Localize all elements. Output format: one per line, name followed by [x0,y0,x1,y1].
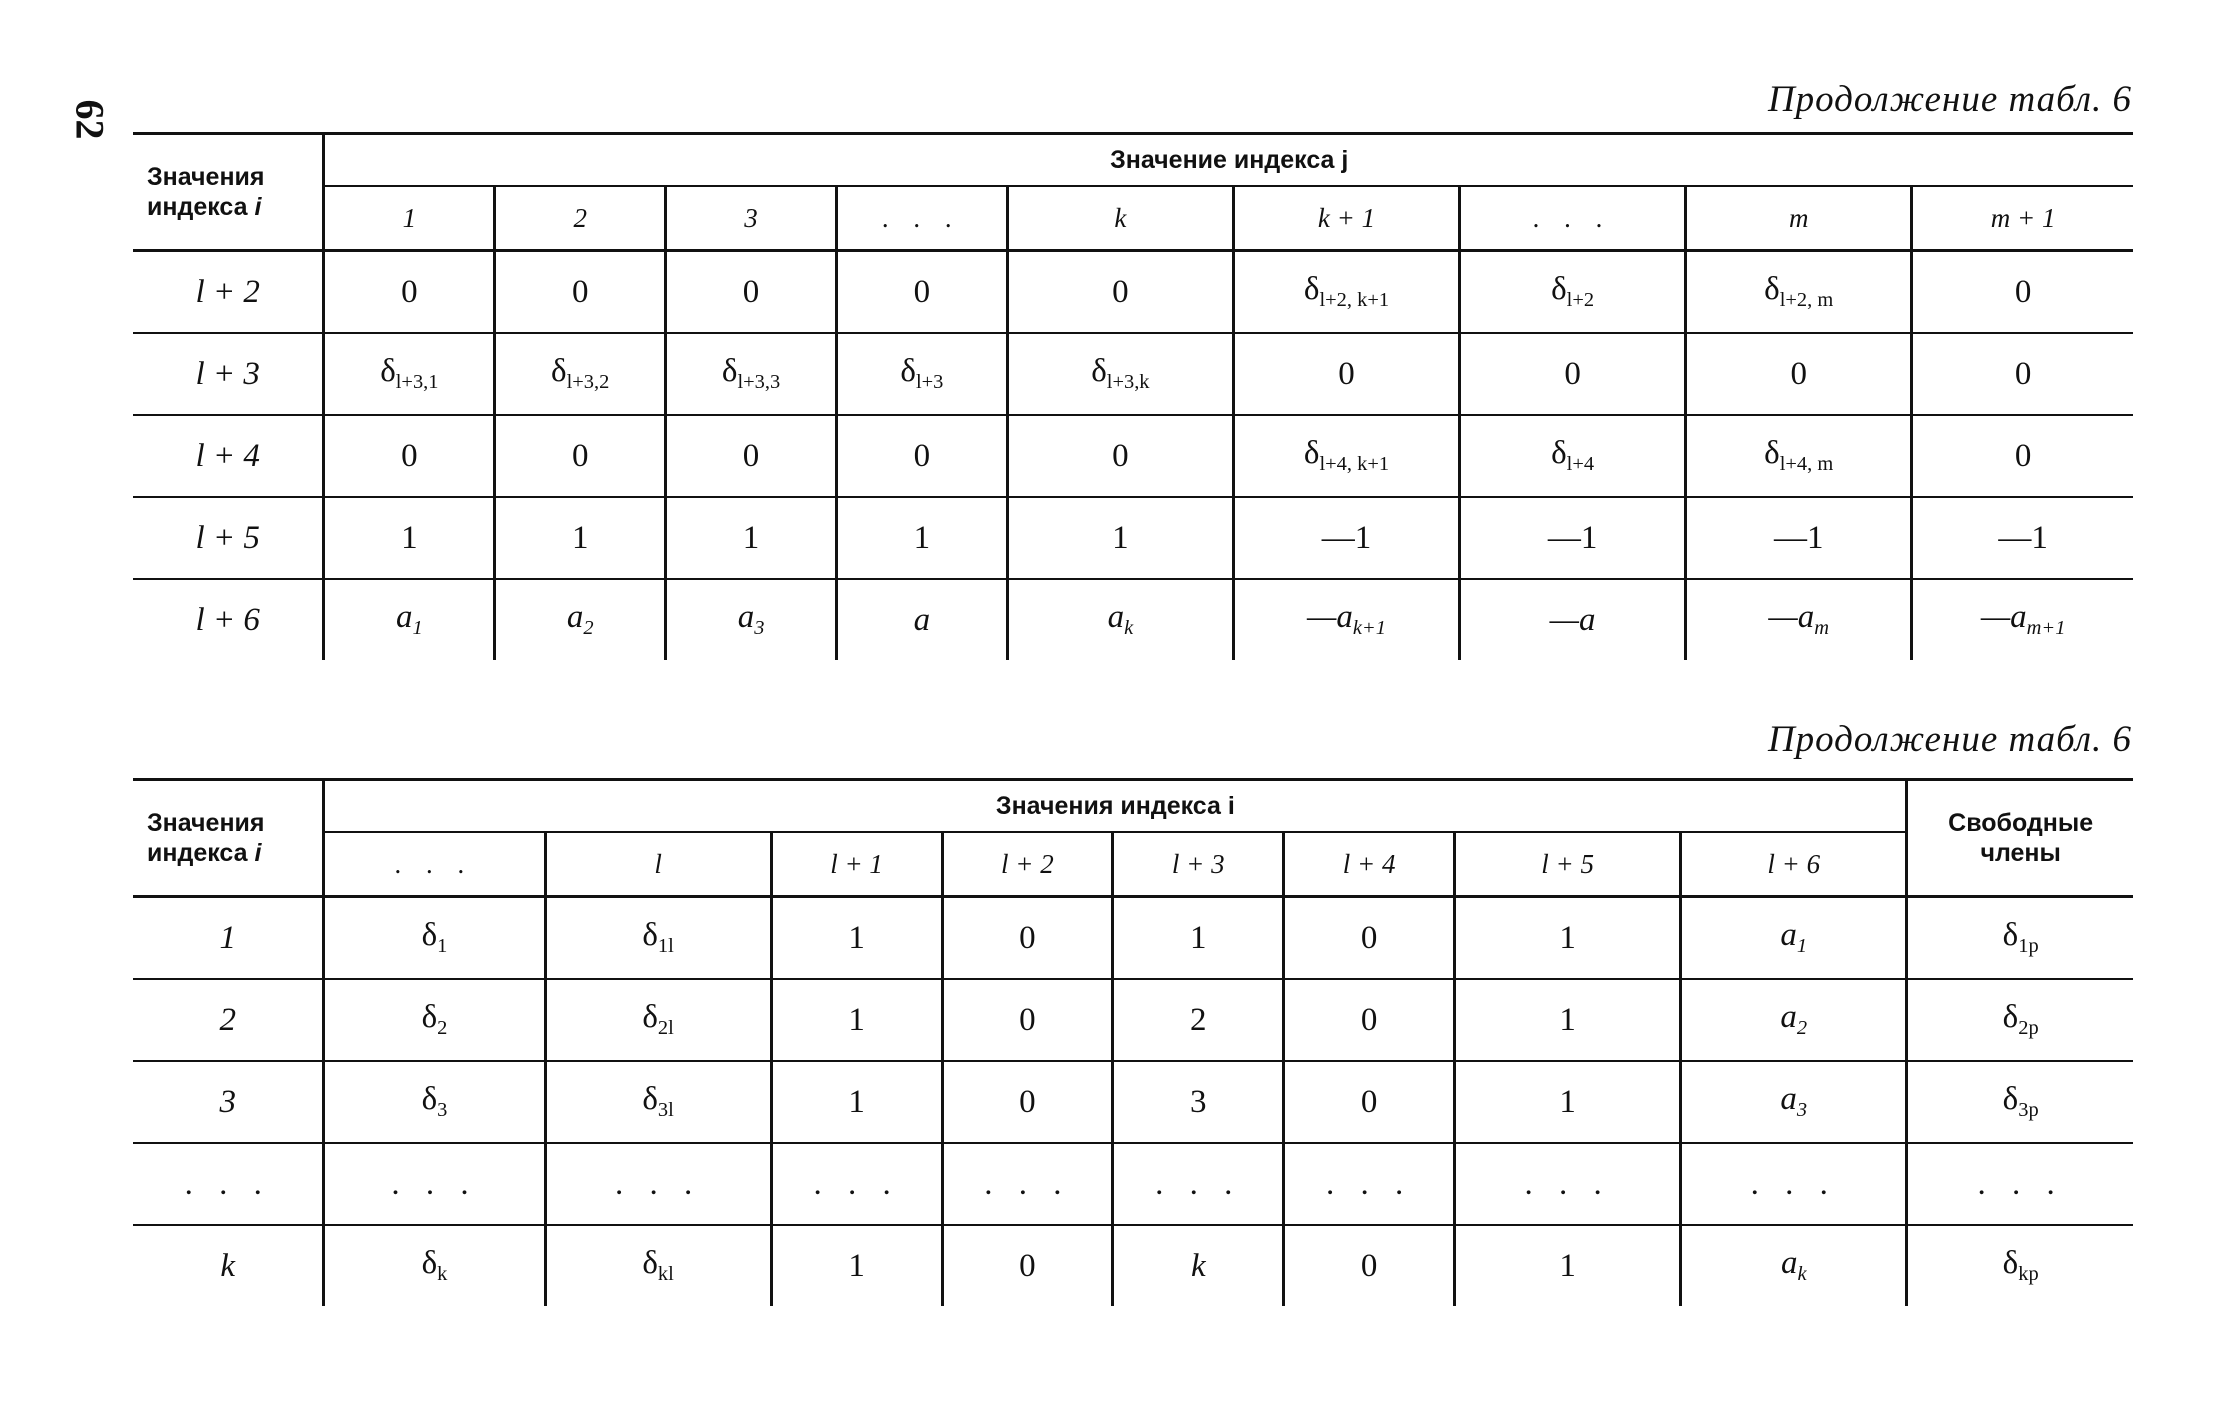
table-cell: $\delta_{l+2, m}$ [1686,251,1912,334]
table-row [133,579,2133,660]
table-cell: $\delta_{3l}$ [545,1061,771,1143]
table-cell: —1 [1686,497,1912,579]
table2-col-header-6: l + 4 [1284,832,1455,897]
table-cell: . . . [1455,1143,1681,1225]
stub-line-1: Значения [147,809,265,837]
table-cell: $\delta_1$ [324,897,545,980]
table-cell: $\delta_{1l}$ [545,897,771,980]
table-cell: $\delta_{kp}$ [1907,1225,2133,1306]
table1-col-header-6: k + 1 [1233,186,1459,251]
table-cell: $\delta_{kl}$ [545,1225,771,1306]
row-label: l + 4 [133,415,324,497]
table-cell: $\delta_{l+3}$ [836,333,1007,415]
table-cell: $a_k$ [1681,1225,1907,1306]
row-label: 2 [133,979,324,1061]
table2 [133,778,2133,1306]
table-cell: . . . [942,1143,1113,1225]
table-cell: 1 [1007,497,1233,579]
table1-col-header-2: 2 [495,186,666,251]
table-cell: $\delta_{l+3,1}$ [324,333,495,415]
table-cell: $\delta_{l+2, k+1}$ [1233,251,1459,334]
table-cell: 0 [1007,415,1233,497]
table1-col-header-9: m + 1 [1912,186,2133,251]
stub-line-1: Значения [147,163,265,191]
table2-free-terms-header [1907,780,2133,897]
row-label: l + 6 [195,601,260,638]
table-cell: 2 [1113,979,1284,1061]
table-cell: 0 [1912,251,2133,334]
table-cell: $a_2$ [1681,979,1907,1061]
stub-line-2: индекса i [147,193,262,221]
table1 [133,132,2133,660]
table-cell: 1 [771,1225,942,1306]
table1-col-header-3: 3 [666,186,837,251]
table-cell: 0 [324,251,495,334]
row-label: 3 [133,1061,324,1143]
table-cell: 0 [1912,415,2133,497]
table-cell: 0 [942,1225,1113,1306]
table-row [133,897,2133,980]
table1-stub-header [133,134,324,251]
table1-col-header-7: . . . [1460,186,1686,251]
table1-col-header-8: m [1686,186,1912,251]
table-cell: . . . [545,1143,771,1225]
table-row [133,497,2133,579]
table-cell: . . . [1907,1143,2133,1225]
table-cell: $—a_m$ [1686,579,1912,660]
table-cell: . . . [1681,1143,1907,1225]
table-cell: $\delta_{l+4, m}$ [1686,415,1912,497]
table-cell: 1 [324,497,495,579]
table-cell: 1 [771,897,942,980]
table-cell: 1 [1455,979,1681,1061]
row-label: . . . [133,1143,324,1225]
table-cell: $a_2$ [495,579,666,660]
table-cell: —1 [1912,497,2133,579]
table-cell: $\delta_{l+3,3}$ [666,333,837,415]
table-cell: $\delta_3$ [324,1061,545,1143]
table-cell: 0 [495,251,666,334]
table-cell: 0 [836,251,1007,334]
table-cell: . . . [1284,1143,1455,1225]
table-cell: 0 [1284,1225,1455,1306]
table-cell: $a_1$ [1681,897,1907,980]
table-cell: . . . [1113,1143,1284,1225]
table2-stub-header [133,780,324,897]
table-cell: 0 [1284,1061,1455,1143]
table1-group-title: Значение индекса j [324,134,2133,187]
table2-col-header-5: l + 3 [1113,832,1284,897]
table-cell: $\delta_{l+4}$ [1460,415,1686,497]
table-cell: $\delta_{2l}$ [545,979,771,1061]
table-cell: 1 [836,497,1007,579]
table2-group-title: Значения индекса i [324,780,1907,833]
free-line-2: члены [1980,839,2061,867]
table-cell: 3 [1113,1061,1284,1143]
table-cell: 1 [495,497,666,579]
table-cell: $—a_{m+1}$ [1912,579,2133,660]
table-cell: —a [1460,579,1686,660]
table-cell: 1 [771,979,942,1061]
table-row [133,251,2133,334]
table-cell: —1 [1460,497,1686,579]
table-cell: $\delta_{l+3,k}$ [1007,333,1233,415]
table-cell: 0 [666,415,837,497]
table-cell: 0 [1284,897,1455,980]
table-cell: 1 [1455,1061,1681,1143]
free-line-1: Свободные [1948,809,2094,837]
table-cell: $a_k$ [1007,579,1233,660]
table2-col-header-4: l + 2 [942,832,1113,897]
table-cell: 0 [1284,979,1455,1061]
table-row [133,1061,2133,1143]
table-cell: $—a_{k+1}$ [1233,579,1459,660]
table-row [133,415,2133,497]
table-row [133,1225,2133,1306]
table-cell: 0 [836,415,1007,497]
table-cell: 0 [495,415,666,497]
table-cell: $\delta_{l+3,2}$ [495,333,666,415]
table-cell: 0 [324,415,495,497]
table1-col-header-4: . . . [836,186,1007,251]
table-cell: $\delta_{2p}$ [1907,979,2133,1061]
table-row [133,979,2133,1061]
row-label: k [220,1247,236,1284]
table-cell: $\delta_{1p}$ [1907,897,2133,980]
table-cell: 0 [942,897,1113,980]
stub-line-2: индекса i [147,839,262,867]
table-cell: 0 [942,979,1113,1061]
table-cell: 1 [1455,1225,1681,1306]
table-cell: 1 [1113,897,1284,980]
table-cell: k [1113,1225,1284,1306]
table1-caption: Продолжение табл. 6 [1767,79,2132,120]
table-cell: 1 [1455,897,1681,980]
table-cell: 0 [1686,333,1912,415]
table2-col-header-3: l + 1 [771,832,942,897]
table-cell: $\delta_k$ [324,1225,545,1306]
table-cell: 0 [942,1061,1113,1143]
table-cell: 0 [1460,333,1686,415]
table-cell: 1 [771,1061,942,1143]
table-cell: $\delta_{l+4, k+1}$ [1233,415,1459,497]
table-cell: $a_3$ [1681,1061,1907,1143]
table-row [133,333,2133,415]
page-number: 62 [67,99,113,140]
table-cell: —1 [1233,497,1459,579]
table-cell: $a_1$ [324,579,495,660]
table2-col-header-1: . . . [324,832,545,897]
table2-col-header-7: l + 5 [1455,832,1681,897]
table-cell: $a_3$ [666,579,837,660]
row-label: l + 3 [133,333,324,415]
table-cell: . . . [324,1143,545,1225]
row-label: l + 2 [133,251,324,334]
table-cell: 0 [1007,251,1233,334]
table1-col-header-1: 1 [324,186,495,251]
table-cell: $\delta_{l+2}$ [1460,251,1686,334]
table-cell: 0 [1912,333,2133,415]
table-cell: 0 [666,251,837,334]
table-cell: $\delta_{3p}$ [1907,1061,2133,1143]
table2-caption: Продолжение табл. 6 [1767,719,2132,760]
table-cell: . . . [771,1143,942,1225]
table-cell: 1 [666,497,837,579]
table-row [133,1143,2133,1225]
table2-col-header-2: l [545,832,771,897]
row-label: 1 [133,897,324,980]
table-cell: 0 [1233,333,1459,415]
table-cell: $\delta_2$ [324,979,545,1061]
row-label: l + 5 [133,497,324,579]
table1-col-header-5: k [1007,186,1233,251]
table-cell: a [836,579,1007,660]
table2-col-header-8: l + 6 [1681,832,1907,897]
